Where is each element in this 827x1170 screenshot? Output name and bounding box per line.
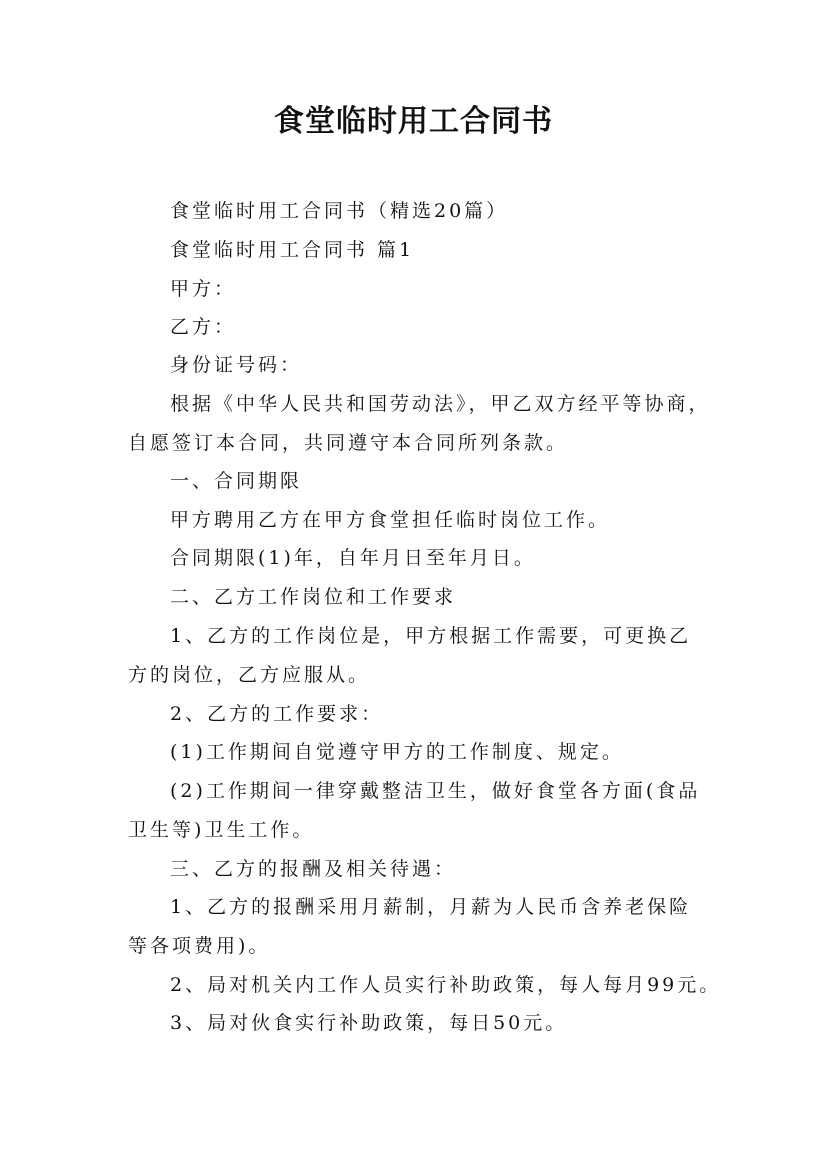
paragraph-line: 2、局对机关内工作人员实行补助政策，每人每月99元。 <box>170 974 722 996</box>
paragraph-line: (1)工作期间自觉遵守甲方的工作制度、规定。 <box>170 741 624 763</box>
clause-heading: 二、乙方工作岗位和工作要求 <box>170 586 457 608</box>
paragraph-section-heading: 食堂临时用工合同书 篇1 <box>170 239 415 261</box>
paragraph-subtitle: 食堂临时用工合同书（精选20篇） <box>170 200 509 222</box>
paragraph-line: 自愿签订本合同，共同遵守本合同所列条款。 <box>128 432 569 454</box>
paragraph-line: 根据《中华人民共和国劳动法》，甲乙双方经平等协商， <box>170 393 711 415</box>
paragraph-line: 方的岗位，乙方应服从。 <box>128 664 371 686</box>
paragraph-line: 2、乙方的工作要求： <box>170 703 384 725</box>
clause-heading: 一、合同期限 <box>170 470 303 492</box>
paragraph-line: 合同期限(1)年，自年月日至年月日。 <box>170 547 536 569</box>
paragraph-line: 1、乙方的工作岗位是，甲方根据工作需要，可更换乙 <box>170 625 692 647</box>
paragraph-line: (2)工作期间一律穿戴整洁卫生，做好食堂各方面(食品 <box>170 780 701 802</box>
paragraph-line: 甲方聘用乙方在甲方食堂担任临时岗位工作。 <box>170 509 611 531</box>
id-number-label: 身份证号码： <box>170 354 303 376</box>
paragraph-line: 等各项费用)。 <box>128 935 271 957</box>
party-b-label: 乙方： <box>170 316 237 338</box>
paragraph-line: 3、局对伙食实行补助政策，每日50元。 <box>170 1012 568 1034</box>
clause-heading: 三、乙方的报酬及相关待遇： <box>170 858 457 880</box>
paragraph-line: 1、乙方的报酬采用月薪制，月薪为人民币含养老保险 <box>170 896 692 918</box>
document-title: 食堂临时用工合同书 <box>274 104 553 139</box>
paragraph-line: 卫生等)卫生工作。 <box>128 819 315 841</box>
party-a-label: 甲方： <box>170 278 237 300</box>
